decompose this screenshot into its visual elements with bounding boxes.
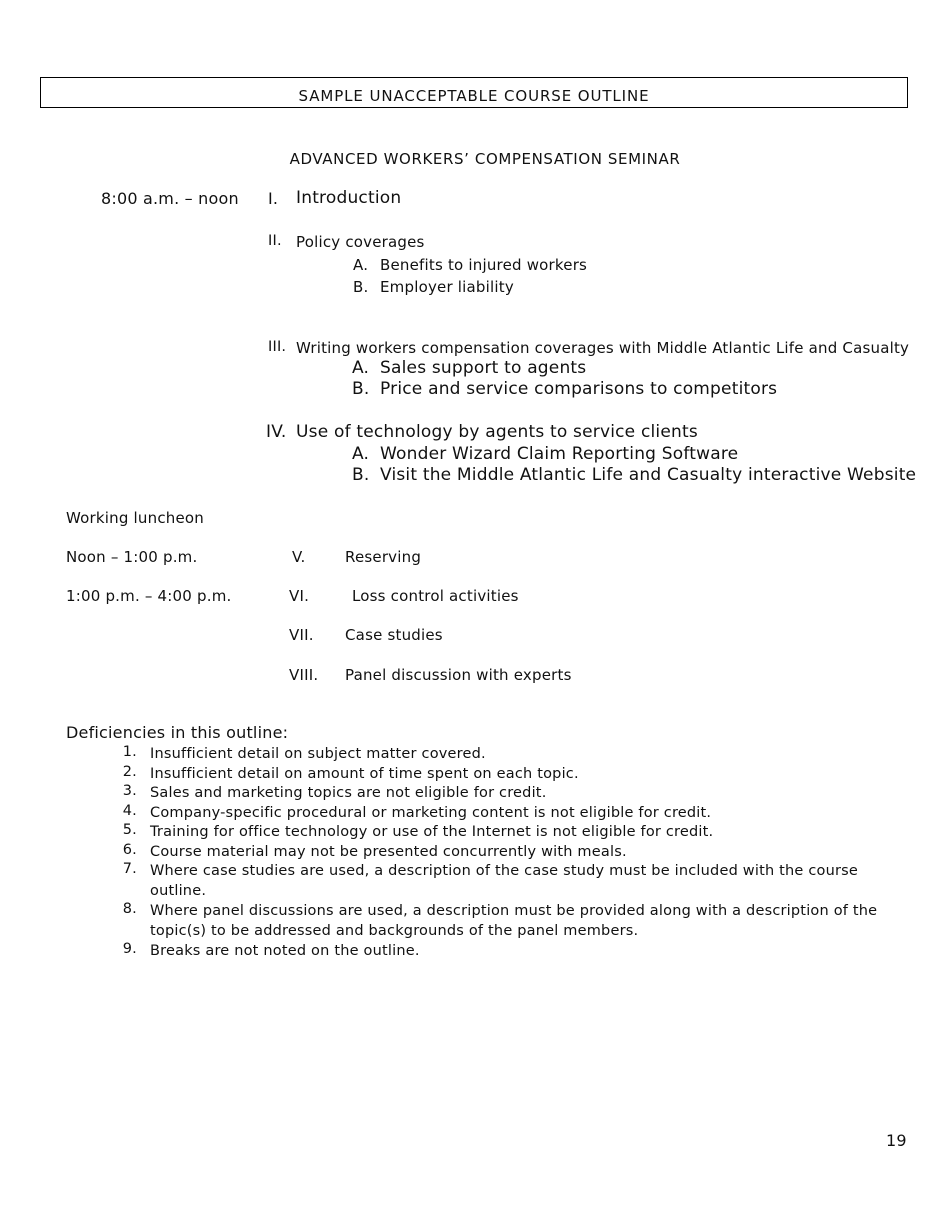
list-item: Where panel discussions are used, a description must be provided along with a description of the topic(s) to be addressed and backgrounds of the panel members. (150, 903, 878, 939)
outline-numeral: IV. (266, 422, 287, 442)
list-item-number: 3. (122, 783, 137, 799)
outline-subitem: Visit the Middle Atlantic Life and Casualty interactive Website (380, 465, 917, 485)
title-box (40, 77, 908, 108)
outline-subletter: A. (352, 358, 370, 378)
list-item-number: 9. (122, 941, 137, 957)
outline-numeral: V. (292, 548, 306, 566)
outline-numeral: I. (268, 189, 279, 208)
list-item: Insufficient detail on amount of time spent on each topic. (150, 766, 579, 782)
list-item-number: 6. (122, 842, 137, 858)
luncheon-label: Working luncheon (66, 509, 204, 527)
list-item: Course material may not be presented concurrently with meals. (150, 844, 627, 860)
outline-subletter: A. (352, 444, 370, 464)
list-item: Breaks are not noted on the outline. (150, 943, 420, 959)
outline-title: Writing workers compensation coverages with Middle Atlantic Life and Casualty (296, 339, 910, 357)
outline-title: Loss control activities (352, 587, 519, 605)
seminar-title: ADVANCED WORKERS’ COMPENSATION SEMINAR (289, 150, 681, 168)
outline-subitem: Price and service comparisons to competitors (380, 379, 778, 399)
outline-numeral: VIII. (289, 666, 319, 684)
morning-time: 8:00 a.m. – noon (101, 189, 239, 208)
outline-numeral: VI. (289, 587, 310, 605)
list-item: Insufficient detail on subject matter covered. (150, 746, 486, 762)
outline-title: Case studies (345, 626, 443, 644)
page-title: SAMPLE UNACCEPTABLE COURSE OUTLINE (298, 87, 650, 105)
session-time: 1:00 p.m. – 4:00 p.m. (66, 587, 232, 605)
outline-subitem: Wonder Wizard Claim Reporting Software (380, 444, 739, 464)
list-item: Where case studies are used, a description of the case study must be included with the course outline. (150, 863, 859, 899)
outline-subletter: B. (352, 465, 370, 485)
outline-subitem: Benefits to injured workers (380, 256, 588, 274)
list-item: Company-specific procedural or marketing content is not eligible for credit. (150, 805, 712, 821)
outline-subletter: A. (353, 256, 369, 274)
list-item-number: 2. (122, 764, 137, 780)
list-item: Training for office technology or use of the Internet is not eligible for credit. (150, 824, 714, 840)
outline-title: Reserving (345, 548, 422, 566)
outline-title: Use of technology by agents to service clients (296, 422, 698, 442)
outline-title: Panel discussion with experts (345, 666, 572, 684)
outline-numeral: VII. (289, 626, 314, 644)
list-item: Sales and marketing topics are not eligible for credit. (150, 785, 547, 801)
list-item-number: 5. (122, 822, 137, 838)
list-item-number: 1. (122, 744, 137, 760)
outline-subitem: Employer liability (380, 278, 514, 296)
list-item-number: 7. (122, 861, 137, 877)
list-item-number: 4. (122, 803, 137, 819)
deficiencies-heading: Deficiencies in this outline: (66, 723, 289, 742)
outline-subletter: B. (352, 379, 370, 399)
outline-title: Introduction (296, 188, 402, 208)
outline-numeral: II. (268, 233, 282, 249)
session-time: Noon – 1:00 p.m. (66, 548, 198, 566)
outline-numeral: III. (268, 339, 287, 355)
list-item-number: 8. (122, 901, 137, 917)
outline-subitem: Sales support to agents (380, 358, 587, 378)
outline-subletter: B. (353, 278, 369, 296)
page-number: 19 (886, 1131, 907, 1150)
outline-title: Policy coverages (296, 233, 425, 251)
